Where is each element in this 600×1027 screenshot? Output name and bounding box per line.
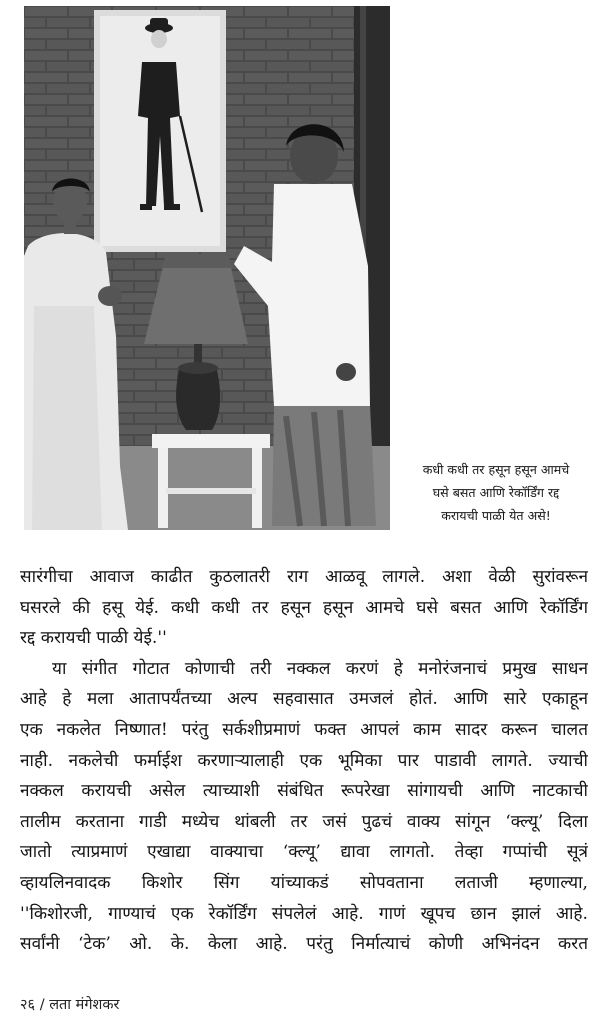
text-line: नक्कल करायची असेल त्याच्याशी संबंधित रूपरेखा सांगायची आणि नाटकाची <box>20 781 588 802</box>
text-line: तालीम करताना गाडी मध्येच थांबली तर जसं पुढचं वाक्य सांगून ‘क्ल्यू’ दिला <box>20 811 588 832</box>
caption-line: करायची पाळी येत असे! <box>441 508 551 523</box>
caption-line: कधी कधी तर हसून हसून आमचे <box>422 462 570 477</box>
book-title: लता मंगेशकर <box>49 997 120 1013</box>
photo-caption <box>398 458 594 527</box>
text-line: रद्द करायची पाळी येई.'' <box>20 628 167 649</box>
caption-line: घसे बसत आणि रेकॉर्डिंग रद्द <box>432 485 560 500</box>
footer-separator: / <box>39 997 45 1013</box>
body-text <box>20 562 588 960</box>
text-line: एक नकलेत निष्णात! परंतु सर्कशीप्रमाणं फक्त आपलं काम सादर करून चालत <box>20 719 588 740</box>
text-line: सारंगीचा आवाज काढीत कुठलातरी राग आळवू लागले. अशा वेळी सुरांवरून <box>20 567 588 587</box>
page-number: २६ <box>20 997 36 1013</box>
text-line: आहे हे मला आतापर्यंतच्या अल्प सहवासात उमजलं होतं. आणि सारे एकाहून <box>20 689 588 710</box>
photograph <box>24 6 390 530</box>
text-line: या संगीत गोटात कोणाची तरी नक्कल करणं हे मनोरंजनाचं प्रमुख साधन <box>52 658 588 679</box>
text-line: जातो त्याप्रमाणं एखाद्या वाक्याचा ‘क्ल्यू’ द्यावा लागतो. तेव्हा गप्पांची सूत्रं <box>20 842 588 863</box>
text-line: ''किशोरजी, गाण्याचं एक रेकॉर्डिंग संपलेलं आहे. गाणं खूपच छान झालं आहे. <box>20 903 588 924</box>
text-line: घसरले की हसू येई. कधी कधी तर हसून हसून आमचे घसे बसत आणि रेकॉर्डिंग <box>20 597 588 618</box>
photo-illustration <box>24 6 390 530</box>
text-line: व्हायलिनवादक किशोर सिंग यांच्याकडं सोपवताना लताजी म्हणाल्या, <box>20 872 588 893</box>
page-footer <box>20 994 119 1014</box>
text-line: नाही. नकलेची फर्माईश करणाऱ्यालाही एक भूमिका पार पाडावी लागते. ज्याची <box>20 750 588 771</box>
text-line: सर्वांनी ‘टेक’ ओ. के. केला आहे. परंतु निर्मात्याचं कोणी अभिनंदन करत <box>20 934 588 955</box>
